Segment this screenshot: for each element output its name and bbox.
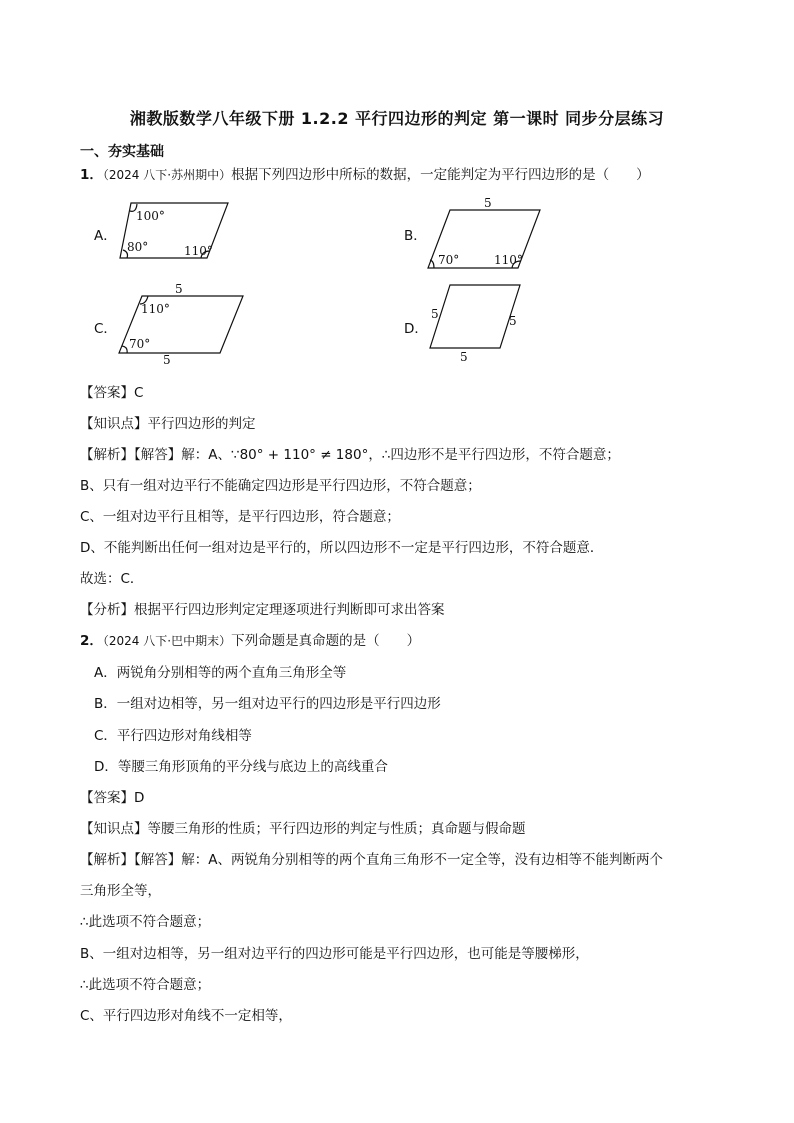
q1-analysis-line: 【分析】根据平行四边形判定定理逐项进行判断即可求出答案 bbox=[80, 602, 445, 618]
section-heading: 一、夯实基础 bbox=[80, 144, 164, 160]
angle-label-b-right: 110° bbox=[494, 253, 523, 267]
q1-answer: 【答案】C bbox=[80, 385, 144, 401]
q2-analysis-line: 三角形全等， bbox=[80, 883, 161, 899]
q1-analysis-line: 【解析】【解答】解：A、∵80° + 110° ≠ 180°，∴四边形不是平行四边形，不符合题意； bbox=[80, 447, 620, 463]
q2-option-a: A．两锐角分别相等的两个直角三角形全等 bbox=[94, 665, 347, 681]
q2-option-b: B．一组对边相等，另一组对边平行的四边形是平行四边形 bbox=[94, 696, 441, 712]
q2-analysis-line: ∴此选项不符合题意； bbox=[80, 914, 211, 930]
q2-knowledge: 【知识点】等腰三角形的性质；平行四边形的判定与性质；真命题与假命题 bbox=[80, 821, 526, 837]
q1-analysis-line: C、一组对边平行且相等，是平行四边形，符合题意； bbox=[80, 509, 400, 525]
question-2-stem bbox=[80, 632, 420, 650]
q1-analysis-line: B、只有一组对边平行不能确定四边形是平行四边形，不符合题意； bbox=[80, 478, 481, 494]
page-title: 湘教版数学八年级下册 1.2.2 平行四边形的判定 第一课时 同步分层练习 bbox=[129, 109, 665, 128]
question-1-stem bbox=[80, 166, 650, 184]
question-2-source: （2024 八下·巴中期末） bbox=[102, 634, 232, 648]
question-1-number: 1． bbox=[80, 167, 103, 183]
q2-analysis-line: 【解析】【解答】解：A、两锐角分别相等的两个直角三角形不一定全等，没有边相等不能判断两个 bbox=[80, 852, 663, 868]
angle-label-b-left: 70° bbox=[438, 253, 460, 267]
q2-analysis-line: B、一组对边相等，另一组对边平行的四边形可能是平行四边形，也可能是等腰梯形， bbox=[80, 946, 589, 962]
side-label-d-right: 5 bbox=[509, 314, 517, 328]
q2-analysis-line: C、平行四边形对角线不一定相等， bbox=[80, 1008, 292, 1024]
side-label-d-bottom: 5 bbox=[460, 350, 468, 364]
question-1-text: 根据下列四边形中所标的数据，一定能判定为平行四边形的是（ ） bbox=[231, 167, 650, 183]
q1-knowledge: 【知识点】平行四边形的判定 bbox=[80, 416, 256, 432]
q1-option-c-label: C． bbox=[94, 321, 117, 337]
q2-analysis-line: ∴此选项不符合题意； bbox=[80, 977, 211, 993]
angle-label-a-right: 110° bbox=[184, 244, 213, 258]
q1-option-a-figure bbox=[118, 200, 233, 263]
side-label-b-top: 5 bbox=[484, 196, 492, 210]
angle-label-c-bottom: 70° bbox=[129, 337, 151, 351]
question-1-source: （2024 八下·苏州期中） bbox=[102, 168, 232, 182]
angle-arc-c-bottom bbox=[122, 346, 127, 353]
q1-option-a-label: A． bbox=[94, 228, 117, 244]
side-label-d-left: 5 bbox=[431, 307, 439, 321]
q1-option-c-figure bbox=[115, 280, 250, 365]
parallelogram-d bbox=[430, 285, 520, 348]
side-label-c-top: 5 bbox=[175, 282, 183, 296]
side-label-c-bottom: 5 bbox=[163, 353, 171, 365]
q1-option-d-figure bbox=[425, 280, 525, 365]
question-2-number: 2． bbox=[80, 633, 103, 649]
q2-answer: 【答案】D bbox=[80, 790, 145, 806]
q2-option-d: D．等腰三角形顶角的平分线与底边上的高线重合 bbox=[94, 759, 388, 775]
angle-label-a-left: 80° bbox=[127, 240, 149, 254]
q1-analysis-line: D、不能判断出任何一组对边是平行的，所以四边形不一定是平行四边形，不符合题意． bbox=[80, 540, 604, 556]
angle-label-c-top: 110° bbox=[141, 302, 170, 316]
q2-option-c: C．平行四边形对角线相等 bbox=[94, 728, 252, 744]
q1-option-b-figure bbox=[420, 193, 545, 273]
question-2-text: 下列命题是真命题的是（ ） bbox=[231, 633, 421, 649]
q1-option-d-label: D． bbox=[404, 321, 428, 337]
q1-option-b-label: B． bbox=[404, 228, 427, 244]
q1-analysis-line: 故选：C． bbox=[80, 571, 144, 587]
angle-label-a-top: 100° bbox=[136, 209, 165, 223]
